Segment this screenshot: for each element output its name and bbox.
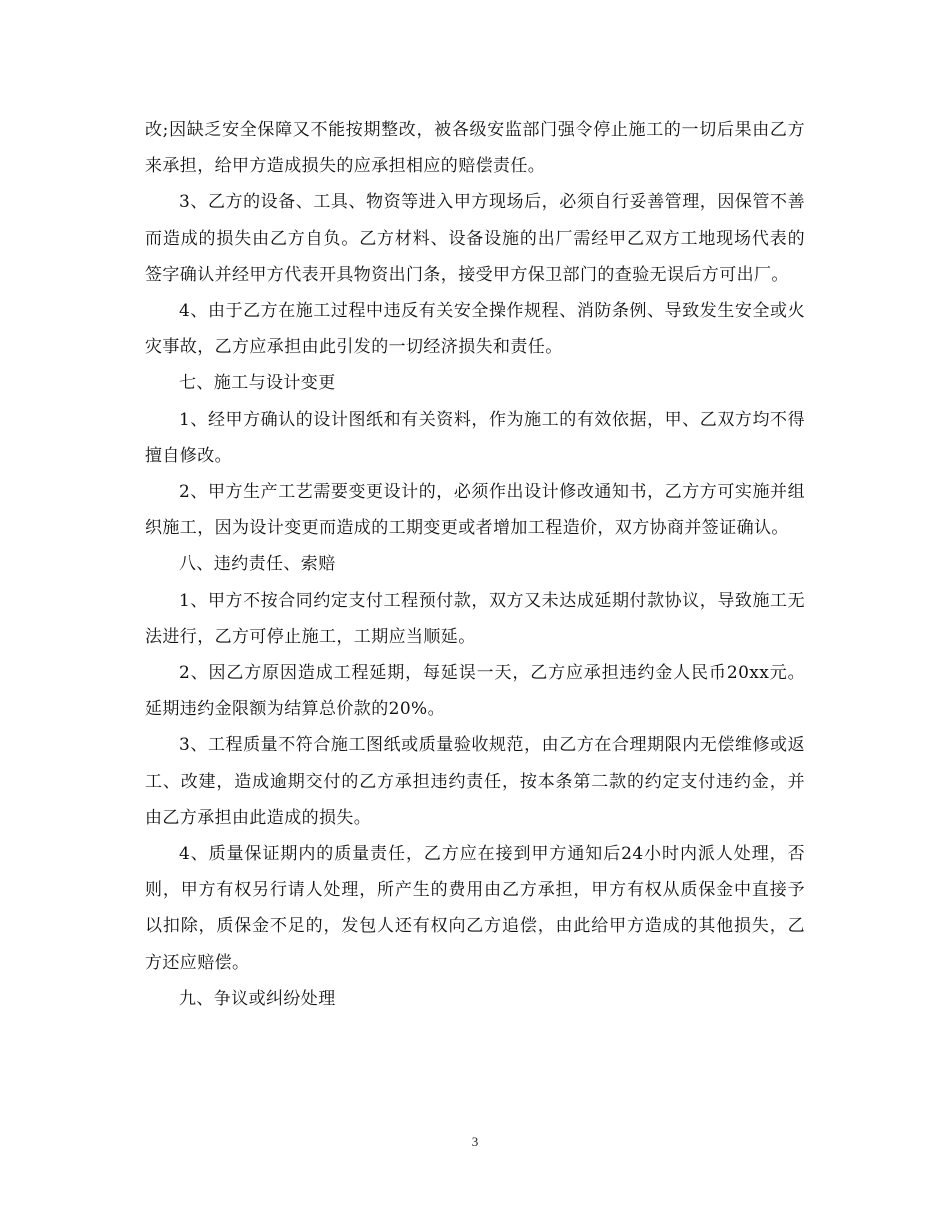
paragraph: 2、因乙方原因造成工程延期，每延误一天，乙方应承担违约金人民币20xx元。延期违约金限额为结算总价款的20%。 <box>145 663 805 720</box>
section-heading: 九、争议或纠纷处理 <box>179 988 336 1009</box>
paragraph: 4、质量保证期内的质量责任，乙方应在接到甲方通知后24小时内派人处理，否则，甲方有权另行请人处理，所产生的费用由乙方承担，甲方有权从质保金中直接予以扣除，质保金不足的，发包人还有权向乙方追偿，由此给甲方造成的其他损失，乙方还应赔偿。 <box>145 844 805 973</box>
paragraph: 1、甲方不按合同约定支付工程预付款，双方又未达成延期付款协议，导致施工无法进行，乙方可停止施工，工期应当顺延。 <box>145 590 805 647</box>
paragraph: 3、工程质量不符合施工图纸或质量验收规范，由乙方在合理期限内无偿维修或返工、改建，造成逾期交付的乙方承担违约责任，按本条第二款的约定支付违约金，并由乙方承担由此造成的损失。 <box>145 735 805 828</box>
paragraph: 改;因缺乏安全保障又不能按期整改，被各级安监部门强令停止施工的一切后果由乙方来承担，给甲方造成损失的应承担相应的赔偿责任。 <box>145 120 805 177</box>
paragraph: 2、甲方生产工艺需要变更设计的，必须作出设计修改通知书，乙方方可实施并组织施工，因为设计变更而造成的工期变更或者增加工程造价，双方协商并签证确认。 <box>145 482 805 539</box>
paragraph: 3、乙方的设备、工具、物资等进入甲方现场后，必须自行妥善管理，因保管不善而造成的损失由乙方自负。乙方材料、设备设施的出厂需经甲乙双方工地现场代表的签字确认并经甲方代表开具物资出门条，接受甲方保卫部门的查验无误后方可出厂。 <box>145 192 805 285</box>
section-heading: 八、违约责任、索赔 <box>179 554 336 575</box>
document-body <box>145 112 805 1017</box>
section-heading: 七、施工与设计变更 <box>179 373 336 394</box>
paragraph: 4、由于乙方在施工过程中违反有关安全操作规程、消防条例、导致发生安全或火灾事故，乙方应承担由此引发的一切经济损失和责任。 <box>145 301 805 358</box>
paragraph: 1、经甲方确认的设计图纸和有关资料，作为施工的有效依据，甲、乙双方均不得擅自修改。 <box>145 409 805 466</box>
page-number: 3 <box>471 1134 479 1149</box>
